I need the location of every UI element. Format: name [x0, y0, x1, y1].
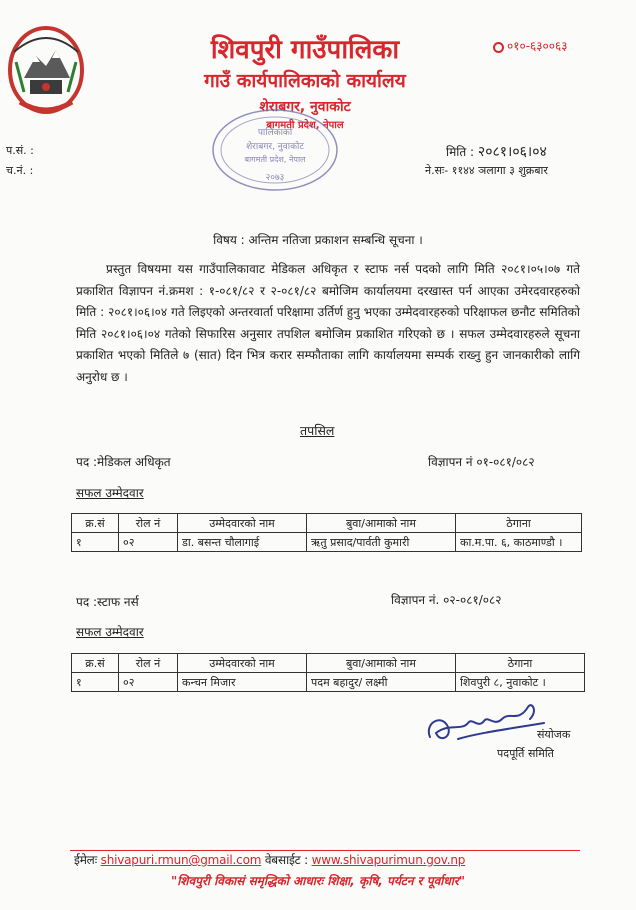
email-label: ईमेलः: [74, 853, 98, 867]
nepal-sambat-date: ने.सः- ११४४ ञलागा ३ शुक्रबार: [425, 164, 548, 177]
notice-body: प्रस्तुत विषयमा यस गाउँपालिकावाट मेडिकल अधिकृत र स्टाफ नर्स पदको लागि मिति २०८१।०५।०७ गते प्रकाशित विज्ञापन नं.क्रमश : १-०८१/८२ र २-०८१/८२ बमोजिम कार्यालयमा दरखास्त पर्न आएका उमेरदवारहरुको मिति : २०८१।०६।०४ गते लिइएको अन्तरवार्ता परिक्षामा उर्तिर्ण हुनु भएका उम्मेदवारहरुको परिक्षाफल छनौट समितिको मिति २०८१।०६।०४ गतेको सिफारिस अनुसार तपशिल बमोजिम प्रकाशित गरिएको छ । सफल उम्मेदवारहरुले सूचना प्रकाशित भएको मितिले ७ (सात) दिन भित्र करार सम्फौताका लागि कार्यालयमा सम्पर्क राख्नु हुन जानकारीको लागि अनुरोध छ ।: [76, 262, 580, 384]
address-cell: का.म.पा. ६, काठमाण्डौ ।: [456, 533, 582, 552]
nepal-emblem-logo: [6, 22, 86, 122]
post-title-medical-officer: पद :मेडिकल अधिकृत: [76, 455, 171, 469]
column-header: उम्मेदवारको नाम: [178, 514, 307, 533]
footer-slogan: "शिवपुरी विकासं समृद्धिको आधारः शिक्षा, कृषि, पर्यटन र पूर्वाधार": [170, 874, 466, 888]
column-header: क्र.सं: [72, 654, 119, 673]
ad-number-medical-officer: विज्ञापन नं ०१-०८१/०८२: [428, 455, 535, 469]
signatory-committee: पदपूर्ति समिति: [497, 747, 554, 760]
office-phone: [493, 37, 568, 54]
roll-number-cell: ०२: [119, 533, 178, 552]
table-header-row: [72, 514, 582, 533]
date-line: [446, 142, 547, 161]
candidate-name-cell: डा. बसन्त चौलागाई: [178, 533, 307, 552]
stamp-year: २०७३: [265, 173, 285, 183]
post-title-staff-nurse: पद :स्टाफ नर्स: [76, 595, 139, 609]
serial-cell: १: [72, 673, 119, 692]
office-subtitle: गाउँ कार्यपालिकाको कार्यालय: [204, 70, 406, 92]
table-row: [72, 533, 582, 552]
stamp-line1: पालिकाको: [257, 128, 293, 138]
table-header-row: [72, 654, 585, 673]
reference-number-label: प.सं. :: [6, 144, 34, 157]
stamp-line2: शेराबगर, नुवाकोट: [246, 142, 304, 152]
office-title: शिवपुरी गाउँपालिका: [210, 35, 400, 65]
website-label: वेबसाईट :: [264, 853, 308, 867]
column-header: क्र.सं: [72, 514, 119, 533]
footer-contact: [74, 851, 465, 868]
column-header: बुवा/आमाको नाम: [307, 514, 456, 533]
date-value: २०८१।०६।०४: [477, 144, 547, 160]
parent-name-cell: ऋतु प्रसाद/पार्वती कुमारी: [307, 533, 456, 552]
handwritten-signature: [418, 693, 558, 753]
parent-name-cell: पदम बहादुर/ लक्ष्मी: [307, 673, 456, 692]
result-table-staff-nurse: [71, 653, 585, 692]
address-cell: शिवपुरी ८, नुवाकोट ।: [456, 673, 585, 692]
column-header: उम्मेदवारको नाम: [178, 654, 307, 673]
candidate-name-cell: कन्चन मिजार: [178, 673, 307, 692]
office-seal-stamp: [205, 105, 345, 195]
successful-candidate-heading: सफल उम्मेदवार: [76, 486, 144, 500]
office-location: शेराबगर, नुवाकोट: [259, 99, 351, 115]
stamp-line3: बागमती प्रदेश, नेपाल: [244, 155, 306, 164]
table-row: [72, 673, 585, 692]
column-header: रोल नं: [119, 654, 178, 673]
roll-number-cell: ०२: [119, 673, 178, 692]
website-link[interactable]: www.shivapurimun.gov.np: [311, 853, 466, 867]
phone-icon: [493, 42, 504, 53]
email-link[interactable]: shivapuri.rmun@gmail.com: [100, 853, 262, 867]
office-province: बागमती प्रदेश, नेपाल: [266, 120, 344, 131]
column-header: रोल नं: [119, 514, 178, 533]
serial-cell: १: [72, 533, 119, 552]
details-heading: तपसिल: [300, 423, 335, 438]
ad-number-staff-nurse: विज्ञापन नं. ०२-०८१/०८२: [391, 593, 502, 607]
successful-candidate-heading: सफल उम्मेदवार: [76, 625, 144, 639]
dispatch-number-label: च.नं. :: [6, 164, 34, 177]
signatory-role: संयोजक: [537, 728, 571, 741]
column-header: ठेगाना: [456, 514, 582, 533]
date-label: मिति :: [446, 145, 475, 159]
column-header: ठेगाना: [456, 654, 585, 673]
phone-number: ०१०-६३००६३: [507, 39, 568, 53]
subject-line: विषय : अन्तिम नतिजा प्रकाशन सम्बन्धि सूचना ।: [213, 233, 423, 247]
column-header: बुवा/आमाको नाम: [307, 654, 456, 673]
result-table-medical-officer: [71, 513, 582, 552]
